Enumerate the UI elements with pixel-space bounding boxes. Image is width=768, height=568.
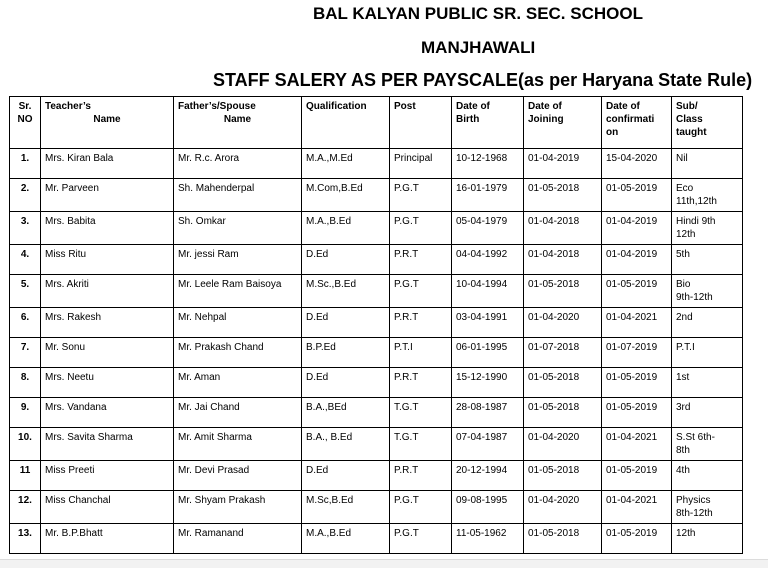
cell-post: [390, 212, 452, 245]
cell-father-spouse-name: [174, 524, 302, 554]
cell-date-of-birth: [452, 461, 524, 491]
cell-subject-class-text: S.St 6th-: [676, 432, 715, 443]
cell-post: [390, 179, 452, 212]
cell-qualification: [302, 275, 390, 308]
cell-teacher-name: [41, 275, 174, 308]
cell-date-of-confirmation-text: 01-04-2021: [606, 495, 658, 506]
table-row: [10, 491, 743, 524]
staff-table: [9, 96, 743, 554]
cell-father-spouse-name-text: Sh. Omkar: [178, 216, 226, 227]
cell-date-of-joining: [524, 308, 602, 338]
col-header-post: [390, 97, 452, 149]
col-header-father-line1: Father’s/Spouse: [178, 101, 256, 112]
cell-subject-class-text-line2: 9th-12th: [676, 292, 713, 303]
cell-father-spouse-name-text: Mr. Shyam Prakash: [178, 495, 266, 506]
cell-date-of-birth: [452, 179, 524, 212]
cell-subject-class: [672, 212, 743, 245]
cell-post-text: P.T.I: [394, 342, 413, 353]
cell-date-of-birth: [452, 308, 524, 338]
cell-father-spouse-name-text: Mr. Aman: [178, 372, 221, 383]
cell-subject-class: [672, 524, 743, 554]
cell-father-spouse-name-text: Mr. Amit Sharma: [178, 432, 252, 443]
cell-subject-class: [672, 491, 743, 524]
cell-qualification-text: B.P.Ed: [306, 342, 336, 353]
cell-father-spouse-name-text: Mr. Prakash Chand: [178, 342, 264, 353]
cell-subject-class-text: P.T.I: [676, 342, 695, 353]
cell-post: [390, 149, 452, 179]
cell-subject-class-text-line2: 12th: [676, 229, 696, 240]
table-row: [10, 338, 743, 368]
cell-date-of-joining-text: 01-05-2018: [528, 402, 580, 413]
cell-qualification-text: M.A.,B.Ed: [306, 216, 352, 227]
cell-date-of-birth-text: 04-04-1992: [456, 249, 508, 260]
cell-date-of-confirmation-text: 01-07-2019: [606, 342, 658, 353]
cell-date-of-joining-text: 01-04-2019: [528, 153, 580, 164]
cell-date-of-birth-text: 15-12-1990: [456, 372, 508, 383]
col-header-sr-line1: Sr.: [18, 101, 32, 112]
cell-father-spouse-name: [174, 338, 302, 368]
cell-sr-text: 8.: [20, 372, 30, 383]
col-header-confirmation-line3: on: [606, 127, 619, 138]
cell-sr-text: 9.: [20, 402, 30, 413]
cell-date-of-joining: [524, 368, 602, 398]
cell-date-of-confirmation-text: 01-05-2019: [606, 183, 658, 194]
cell-father-spouse-name: [174, 308, 302, 338]
cell-date-of-birth-text: 06-01-1995: [456, 342, 508, 353]
cell-qualification: [302, 524, 390, 554]
cell-sr-text: 13.: [18, 528, 32, 539]
cell-date-of-confirmation-text: 01-04-2019: [606, 249, 658, 260]
cell-father-spouse-name: [174, 398, 302, 428]
cell-qualification-text: B.A., B.Ed: [306, 432, 353, 443]
cell-sr: [10, 461, 41, 491]
cell-teacher-name-text: Mr. B.P.Bhatt: [45, 528, 103, 539]
cell-teacher-name-text: Mr. Parveen: [45, 183, 99, 194]
cell-date-of-birth: [452, 275, 524, 308]
cell-post: [390, 524, 452, 554]
cell-date-of-birth-text: 09-08-1995: [456, 495, 508, 506]
cell-qualification-text: D.Ed: [306, 312, 329, 323]
cell-qualification: [302, 398, 390, 428]
cell-qualification-text: M.Sc,B.Ed: [306, 495, 354, 506]
cell-post-text: P.R.T: [394, 249, 419, 260]
cell-post-text: T.G.T: [394, 432, 419, 443]
cell-teacher-name-text: Mrs. Savita Sharma: [45, 432, 133, 443]
cell-post: [390, 338, 452, 368]
cell-date-of-confirmation: [602, 524, 672, 554]
col-header-doj-line2: Joining: [528, 114, 564, 125]
cell-sr-text: 5.: [20, 279, 30, 290]
cell-subject-class-text: Hindi 9th: [676, 216, 716, 227]
cell-date-of-confirmation: [602, 368, 672, 398]
cell-qualification: [302, 428, 390, 461]
cell-subject-class: [672, 245, 743, 275]
cell-date-of-joining: [524, 212, 602, 245]
cell-subject-class-text: 3rd: [676, 402, 691, 413]
cell-date-of-confirmation-text: 01-05-2019: [606, 372, 658, 383]
cell-subject-class: [672, 368, 743, 398]
cell-date-of-joining-text: 01-05-2018: [528, 279, 580, 290]
cell-post-text: P.G.T: [394, 216, 419, 227]
cell-qualification-text: B.A.,BEd: [306, 402, 347, 413]
cell-father-spouse-name: [174, 368, 302, 398]
cell-date-of-confirmation-text: 01-04-2019: [606, 216, 658, 227]
cell-date-of-birth: [452, 338, 524, 368]
col-header-subject-line2: Class: [676, 114, 703, 125]
cell-teacher-name-text: Mr. Sonu: [45, 342, 86, 353]
table-row: [10, 212, 743, 245]
cell-teacher-name-text: Mrs. Vandana: [45, 402, 107, 413]
cell-subject-class: [672, 308, 743, 338]
cell-father-spouse-name-text: Mr. Devi Prasad: [178, 465, 250, 476]
cell-teacher-name-text: Miss Preeti: [45, 465, 95, 476]
table-row: [10, 149, 743, 179]
cell-date-of-joining: [524, 338, 602, 368]
cell-teacher-name-text: Miss Ritu: [45, 249, 87, 260]
cell-sr-text: 2.: [20, 183, 30, 194]
cell-date-of-birth-text: 07-04-1987: [456, 432, 508, 443]
document-subtitle: STAFF SALERY AS PER PAYSCALE(as per Haryana State Rule): [213, 70, 753, 90]
table-row: [10, 398, 743, 428]
cell-post-text: P.R.T: [394, 465, 419, 476]
cell-qualification: [302, 368, 390, 398]
col-header-dob: [452, 97, 524, 149]
table-row: [10, 524, 743, 554]
col-header-sr: [10, 97, 41, 149]
cell-post: [390, 398, 452, 428]
cell-teacher-name: [41, 398, 174, 428]
cell-date-of-confirmation-text: 01-05-2019: [606, 528, 658, 539]
cell-teacher-name: [41, 338, 174, 368]
col-header-father: [174, 97, 302, 149]
cell-qualification: [302, 245, 390, 275]
cell-father-spouse-name: [174, 275, 302, 308]
cell-date-of-confirmation: [602, 149, 672, 179]
cell-date-of-birth-text: 05-04-1979: [456, 216, 508, 227]
cell-post-text: P.G.T: [394, 528, 419, 539]
cell-date-of-birth: [452, 398, 524, 428]
col-header-confirmation-line1: Date of: [606, 101, 640, 112]
cell-post: [390, 428, 452, 461]
table-row: [10, 308, 743, 338]
cell-teacher-name-text: Mrs. Babita: [45, 216, 96, 227]
cell-subject-class: [672, 461, 743, 491]
cell-qualification: [302, 308, 390, 338]
cell-sr-text: 7.: [20, 342, 30, 353]
cell-date-of-birth: [452, 245, 524, 275]
cell-post: [390, 275, 452, 308]
cell-teacher-name-text: Mrs. Neetu: [45, 372, 94, 383]
cell-father-spouse-name-text: Mr. Nehpal: [178, 312, 227, 323]
col-header-teacher-line1: Teacher’s: [45, 101, 91, 112]
cell-subject-class-text: Eco: [676, 183, 694, 194]
cell-date-of-joining: [524, 398, 602, 428]
cell-father-spouse-name: [174, 428, 302, 461]
cell-sr: [10, 428, 41, 461]
cell-sr: [10, 179, 41, 212]
cell-subject-class-text: 4th: [676, 465, 690, 476]
cell-subject-class-text: 2nd: [676, 312, 693, 323]
cell-subject-class: [672, 428, 743, 461]
cell-teacher-name: [41, 308, 174, 338]
cell-qualification: [302, 179, 390, 212]
cell-date-of-joining-text: 01-04-2018: [528, 216, 580, 227]
cell-post-text: P.R.T: [394, 372, 419, 383]
cell-qualification-text: M.A.,B.Ed: [306, 528, 352, 539]
cell-teacher-name: [41, 491, 174, 524]
cell-teacher-name-text: Miss Chanchal: [45, 495, 111, 506]
cell-date-of-birth-text: 16-01-1979: [456, 183, 508, 194]
cell-date-of-birth: [452, 428, 524, 461]
col-header-teacher-line2: Name: [93, 114, 121, 125]
cell-date-of-confirmation: [602, 398, 672, 428]
table-row: [10, 368, 743, 398]
table-header-row: [10, 97, 743, 149]
col-header-teacher: [41, 97, 174, 149]
cell-date-of-joining: [524, 524, 602, 554]
cell-post: [390, 491, 452, 524]
cell-father-spouse-name: [174, 149, 302, 179]
col-header-doj-line1: Date of: [528, 101, 562, 112]
cell-sr: [10, 524, 41, 554]
cell-father-spouse-name: [174, 491, 302, 524]
cell-date-of-birth: [452, 491, 524, 524]
cell-date-of-confirmation: [602, 428, 672, 461]
cell-sr-text: 4.: [20, 249, 30, 260]
col-header-post-label: Post: [394, 101, 416, 112]
cell-date-of-confirmation-text: 01-05-2019: [606, 402, 658, 413]
cell-post-text: P.G.T: [394, 183, 419, 194]
cell-date-of-confirmation-text: 01-04-2021: [606, 312, 658, 323]
cell-sr: [10, 368, 41, 398]
col-header-confirmation: [602, 97, 672, 149]
cell-qualification: [302, 212, 390, 245]
cell-date-of-birth: [452, 212, 524, 245]
cell-date-of-confirmation-text: 01-05-2019: [606, 465, 658, 476]
col-header-subject: [672, 97, 743, 149]
cell-post: [390, 461, 452, 491]
cell-date-of-birth: [452, 524, 524, 554]
cell-date-of-birth-text: 03-04-1991: [456, 312, 508, 323]
cell-subject-class-text: Bio: [676, 279, 691, 290]
cell-subject-class: [672, 149, 743, 179]
cell-teacher-name: [41, 368, 174, 398]
cell-date-of-birth-text: 11-05-1962: [456, 528, 507, 539]
cell-date-of-confirmation: [602, 212, 672, 245]
table-row: [10, 428, 743, 461]
cell-subject-class-text: 1st: [676, 372, 690, 383]
cell-teacher-name: [41, 461, 174, 491]
col-header-doj: [524, 97, 602, 149]
cell-post: [390, 245, 452, 275]
table-row: [10, 179, 743, 212]
cell-sr-text: 3.: [20, 216, 30, 227]
cell-father-spouse-name: [174, 245, 302, 275]
cell-father-spouse-name: [174, 461, 302, 491]
col-header-dob-line1: Date of: [456, 101, 490, 112]
cell-date-of-confirmation: [602, 245, 672, 275]
cell-post-text: P.G.T: [394, 279, 419, 290]
cell-teacher-name: [41, 428, 174, 461]
col-header-dob-line2: Birth: [456, 114, 480, 125]
cell-date-of-joining-text: 01-04-2020: [528, 495, 580, 506]
cell-subject-class-text: 5th: [676, 249, 690, 260]
cell-subject-class-text-line2: 8th-12th: [676, 508, 713, 519]
cell-father-spouse-name-text: Mr. Jai Chand: [178, 402, 240, 413]
cell-father-spouse-name-text: Mr. Leele Ram Baisoya: [178, 279, 282, 290]
cell-qualification-text: D.Ed: [306, 465, 329, 476]
table-row: [10, 461, 743, 491]
cell-qualification: [302, 461, 390, 491]
cell-post-text: P.G.T: [394, 495, 419, 506]
cell-date-of-confirmation: [602, 338, 672, 368]
cell-sr: [10, 149, 41, 179]
cell-sr-text: 11: [19, 465, 31, 476]
cell-teacher-name: [41, 524, 174, 554]
cell-sr: [10, 212, 41, 245]
cell-qualification: [302, 491, 390, 524]
cell-teacher-name-text: Mrs. Rakesh: [45, 312, 102, 323]
col-header-subject-line3: taught: [676, 127, 707, 138]
cell-subject-class-text: Physics: [676, 495, 711, 506]
cell-qualification-text: M.A.,M.Ed: [306, 153, 353, 164]
cell-date-of-joining-text: 01-04-2020: [528, 432, 580, 443]
table-row: [10, 275, 743, 308]
col-header-subject-line1: Sub/: [676, 101, 698, 112]
cell-qualification: [302, 149, 390, 179]
cell-post: [390, 368, 452, 398]
cell-sr-text: 10.: [18, 432, 32, 443]
cell-post-text: Principal: [394, 153, 433, 164]
cell-date-of-joining-text: 01-07-2018: [528, 342, 580, 353]
cell-date-of-joining: [524, 245, 602, 275]
cell-subject-class-text-line2: 11th,12th: [676, 196, 717, 207]
cell-subject-class: [672, 275, 743, 308]
cell-subject-class: [672, 338, 743, 368]
cell-father-spouse-name: [174, 179, 302, 212]
cell-sr-text: 1.: [20, 153, 30, 164]
cell-date-of-joining-text: 01-04-2018: [528, 249, 580, 260]
col-header-sr-line2: NO: [17, 114, 33, 125]
cell-qualification-text: D.Ed: [306, 372, 329, 383]
cell-date-of-joining-text: 01-04-2020: [528, 312, 580, 323]
cell-sr: [10, 308, 41, 338]
cell-date-of-birth-text: 20-12-1994: [456, 465, 508, 476]
school-location: MANJHAWALI: [421, 38, 536, 57]
cell-subject-class: [672, 398, 743, 428]
cell-qualification-text: M.Sc.,B.Ed: [306, 279, 357, 290]
cell-date-of-confirmation: [602, 461, 672, 491]
cell-sr: [10, 245, 41, 275]
cell-date-of-confirmation: [602, 308, 672, 338]
cell-date-of-confirmation: [602, 179, 672, 212]
cell-teacher-name: [41, 245, 174, 275]
cell-date-of-joining: [524, 149, 602, 179]
cell-date-of-confirmation-text: 01-05-2019: [606, 279, 658, 290]
cell-father-spouse-name-text: Mr. Ramanand: [178, 528, 244, 539]
cell-father-spouse-name-text: Mr. R.c. Arora: [178, 153, 240, 164]
cell-date-of-joining-text: 01-05-2018: [528, 528, 580, 539]
cell-date-of-birth-text: 10-12-1968: [456, 153, 508, 164]
cell-post-text: T.G.T: [394, 402, 419, 413]
cell-post: [390, 308, 452, 338]
cell-sr-text: 12.: [18, 495, 32, 506]
cell-sr: [10, 491, 41, 524]
cell-date-of-joining: [524, 275, 602, 308]
col-header-qualification-label: Qualification: [306, 101, 367, 112]
cell-teacher-name: [41, 212, 174, 245]
cell-date-of-confirmation: [602, 275, 672, 308]
cell-sr: [10, 275, 41, 308]
cell-qualification-text: M.Com,B.Ed: [306, 183, 363, 194]
cell-date-of-joining: [524, 491, 602, 524]
cell-date-of-birth-text: 28-08-1987: [456, 402, 508, 413]
cell-date-of-joining-text: 01-05-2018: [528, 372, 580, 383]
cell-qualification-text: D.Ed: [306, 249, 329, 260]
cell-teacher-name-text: Mrs. Akriti: [45, 279, 89, 290]
cell-qualification: [302, 338, 390, 368]
cell-date-of-confirmation-text: 01-04-2021: [606, 432, 658, 443]
cell-date-of-joining: [524, 428, 602, 461]
cell-date-of-joining: [524, 179, 602, 212]
cell-father-spouse-name-text: Sh. Mahenderpal: [178, 183, 255, 194]
cell-subject-class-text-line2: 8th: [676, 445, 690, 456]
col-header-qualification: [302, 97, 390, 149]
cell-sr-text: 6.: [20, 312, 30, 323]
cell-post-text: P.R.T: [394, 312, 419, 323]
cell-date-of-birth-text: 10-04-1994: [456, 279, 508, 290]
col-header-father-line2: Name: [223, 114, 252, 125]
cell-date-of-confirmation: [602, 491, 672, 524]
cell-sr: [10, 338, 41, 368]
table-row: [10, 245, 743, 275]
cell-father-spouse-name: [174, 212, 302, 245]
cell-date-of-joining: [524, 461, 602, 491]
school-name: BAL KALYAN PUBLIC SR. SEC. SCHOOL: [313, 4, 643, 23]
cell-subject-class-text: Nil: [676, 153, 688, 164]
cell-date-of-joining-text: 01-05-2018: [528, 465, 580, 476]
cell-date-of-joining-text: 01-05-2018: [528, 183, 580, 194]
col-header-confirmation-line2: confirmati: [606, 114, 655, 125]
cell-subject-class-text: 12th: [676, 528, 696, 539]
cell-date-of-birth: [452, 149, 524, 179]
cell-father-spouse-name-text: Mr. jessi Ram: [178, 249, 239, 260]
cell-date-of-confirmation-text: 15-04-2020: [606, 153, 658, 164]
staff-rows: [10, 149, 743, 554]
cell-sr: [10, 398, 41, 428]
cell-date-of-birth: [452, 368, 524, 398]
cell-teacher-name: [41, 149, 174, 179]
page-bottom-strip: [0, 559, 768, 568]
cell-teacher-name: [41, 179, 174, 212]
cell-subject-class: [672, 179, 743, 212]
cell-teacher-name-text: Mrs. Kiran Bala: [45, 153, 114, 164]
